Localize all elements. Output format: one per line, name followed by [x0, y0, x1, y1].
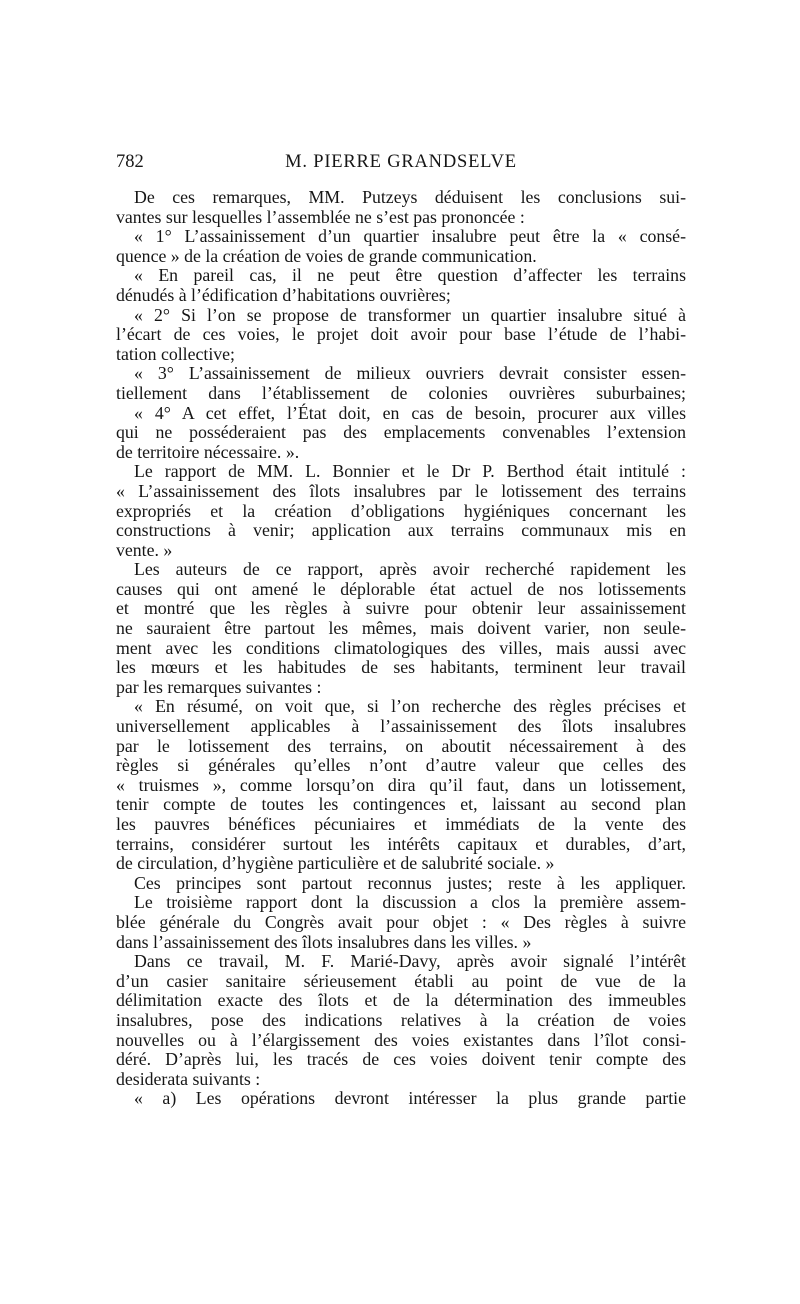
text-line: « a) Les opérations devront intéresser la plus grande partie — [134, 1088, 686, 1109]
text-line: « 2° Si l’on se propose de transformer un quartier insalubre situé à — [134, 304, 686, 325]
text-line: Le rapport de MM. L. Bonnier et le Dr P. Berthod était intitulé : — [134, 461, 686, 482]
text-line: Le troisième rapport dont la discussion a clos la première assem- — [134, 892, 686, 913]
text-line: tenir compte de toutes les contingences et, laissant au second plan — [116, 794, 686, 815]
text-line: « 3° L’assainissement de milieux ouvriers devrait consister essen- — [134, 363, 686, 384]
text-line: insalubres, pose des indications relatives à la création de voies — [116, 1009, 686, 1030]
text-line: « En pareil cas, il ne peut être question d’affecter les terrains — [134, 265, 686, 286]
text-line: « truismes », comme lorsqu’on dira qu’il faut, dans un lotissement, — [116, 774, 686, 795]
text-line: par le lotissement des terrains, on aboutit nécessairement à des — [116, 735, 686, 756]
text-line: d’un casier sanitaire sérieusement établi au point de vue de la — [116, 970, 686, 991]
text-line: desiderata suivants : — [116, 1068, 261, 1089]
text-line: et montré que les règles à suivre pour obtenir leur assainissement — [116, 598, 686, 619]
text-line: universellement applicables à l’assainissement des îlots insalubres — [116, 716, 686, 737]
text-line: par les remarques suivantes : — [116, 676, 322, 697]
text-line: De ces remarques, MM. Putzeys déduisent les conclusions sui- — [134, 187, 686, 207]
running-head — [116, 152, 686, 180]
text-line: « 1° L’assainissement d’un quartier insalubre peut être la « consé- — [134, 226, 686, 247]
text-line: vantes sur lesquelles l’assemblée ne s’est pas prononcée : — [116, 206, 525, 227]
running-title: M. PIERRE GRANDSELVE — [285, 152, 517, 172]
text-line: nouvelles ou à l’élargissement des voies existantes dans l’îlot consi- — [116, 1029, 686, 1050]
text-line: tiellement dans l’établissement de colonies ouvrières suburbaines; — [116, 382, 686, 403]
text-line: expropriés et la création d’obligations hygiéniques concernant les — [116, 500, 686, 521]
text-line: déré. D’après lui, les tracés de ces voies doivent tenir compte des — [116, 1049, 686, 1070]
text-line: tation collective; — [116, 343, 235, 364]
text-line: délimitation exacte des îlots et de la détermination des immeubles — [116, 990, 686, 1011]
text-line: de territoire nécessaire. ». — [116, 441, 300, 462]
text-line: qui ne posséderaient pas des emplacements convenables l’extension — [116, 422, 686, 443]
text-line: Dans ce travail, M. F. Marié-Davy, après avoir signalé l’intérêt — [134, 951, 686, 972]
text-line: de circulation, d’hygiène particulière et de salubrité sociale. » — [116, 853, 555, 874]
text-line: blée générale du Congrès avait pour objet : « Des règles à suivre — [116, 911, 686, 932]
text-line: vente. » — [116, 539, 173, 560]
text-line: terrains, considérer surtout les intérêts capitaux et durables, d’art, — [116, 833, 686, 854]
text-line: « L’assainissement des îlots insalubres par le lotissement des terrains — [116, 480, 686, 501]
text-line: dans l’assainissement des îlots insalubres dans les villes. » — [116, 931, 532, 952]
text-line: ment avec les conditions climatologiques des villes, mais aussi avec — [116, 637, 686, 658]
text-line: « 4° A cet effet, l’État doit, en cas de besoin, procurer aux villes — [134, 402, 686, 423]
page-number: 782 — [116, 152, 144, 172]
body-text — [116, 188, 686, 1109]
text-line: les pauvres bénéfices pécuniaires et immédiats de la vente des — [116, 814, 686, 834]
text-line: quence » de la création de voies de grande communication. — [116, 245, 537, 266]
text-line: l’écart de ces voies, le projet doit avoir pour base l’étude de l’habi- — [116, 324, 686, 345]
text-line: Ces principes sont partout reconnus justes; reste à les appliquer. — [134, 872, 686, 893]
text-line: Les auteurs de ce rapport, après avoir recherché rapidement les — [134, 559, 686, 580]
text-line: constructions à venir; application aux terrains communaux mis en — [116, 520, 686, 541]
text-line: dénudés à l’édification d’habitations ouvrières; — [116, 284, 451, 305]
text-line: causes qui ont amené le déplorable état actuel de nos lotissements — [116, 578, 686, 599]
text-line: les mœurs et les habitudes de ses habitants, terminent leur travail — [116, 657, 686, 678]
text-line: règles si générales qu’elles n’ont d’autre valeur que celles des — [116, 755, 686, 776]
text-line: ne sauraient être partout les mêmes, mais doivent varier, non seule- — [116, 618, 686, 639]
text-line: « En résumé, on voit que, si l’on recherche des règles précises et — [134, 696, 686, 717]
